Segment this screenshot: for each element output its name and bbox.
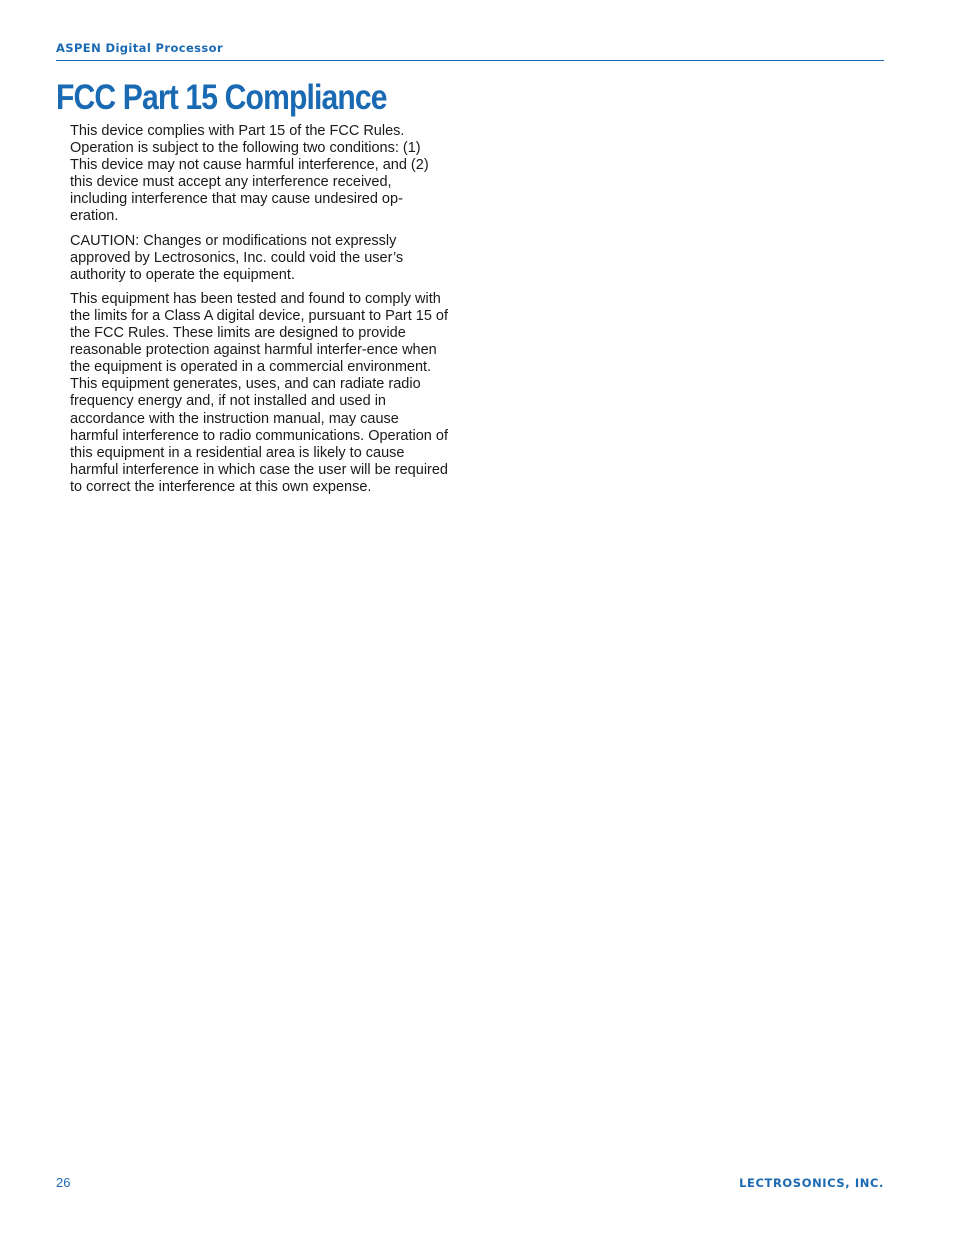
page-title: FCC Part 15 Compliance (56, 78, 387, 117)
paragraph-class-a: This equipment has been tested and found to comply with the limits for a Class A digital device, pursuant to Part 15 of the FCC Rules. These limits are designed to provide reasonable protection against harmful interfer-ence when the equipment is operated in a commercial environment. This equipment generates, uses, and can radiate radio frequency energy and, if not installed and used in accordance with the instruction manual, may cause harmful interference to radio communications. Operation of this equipment in a residential area is likely to cause harmful interference in which case the user will be required to correct the interference at this own expense. (70, 290, 448, 495)
paragraph-caution: CAUTION: Changes or modifications not expressly approved by Lectrosonics, Inc. could void the user’s authority to operate the equipment. (70, 232, 404, 283)
paragraph-compliance: This device complies with Part 15 of the FCC Rules. Operation is subject to the following two conditions: (1) This device may not cause harmful interference, and (2) this device must accept any interference received, including interference that may cause undesired op-eration. (70, 123, 429, 225)
page-number: 26 (56, 1175, 71, 1190)
page-header (56, 40, 884, 61)
body-text (70, 123, 450, 503)
header-title: ASPEN Digital Processor (56, 41, 224, 55)
footer-brand: LECTROSONICS, INC. (739, 1176, 884, 1190)
